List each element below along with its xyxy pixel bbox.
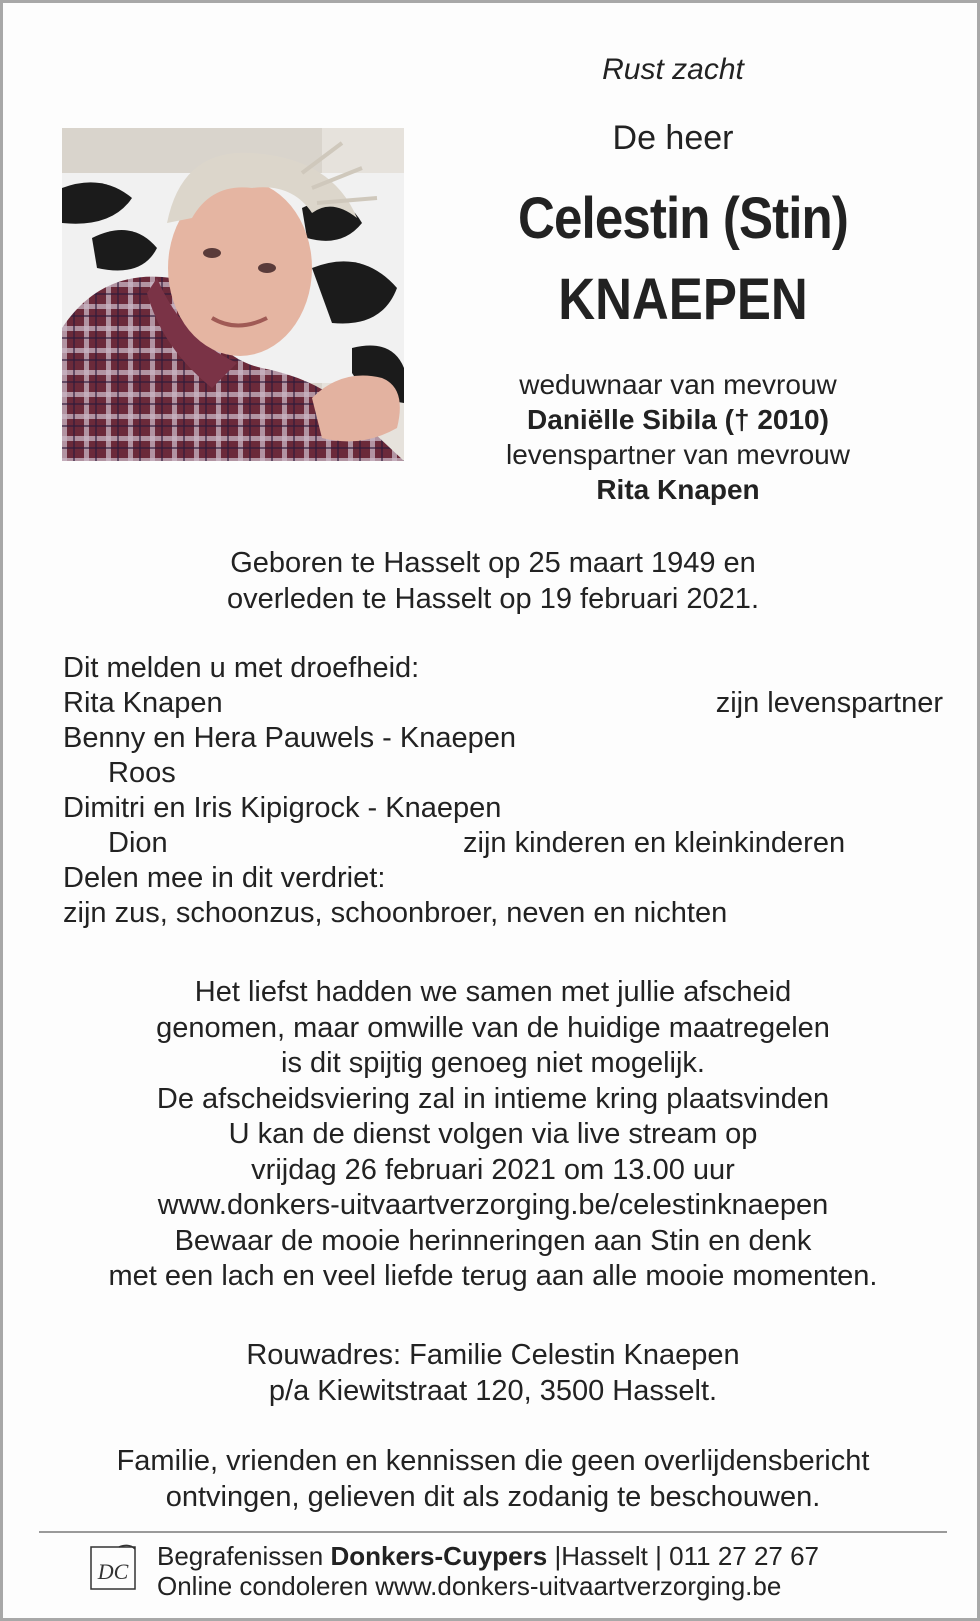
deceased-name: Celestin (Stin) xyxy=(518,186,848,251)
share-intro: Delen mee in dit verdriet: xyxy=(63,862,386,894)
relations-block xyxy=(443,367,913,507)
partner-line: levenspartner van mevrouw xyxy=(506,439,850,470)
birth-death-block xyxy=(63,545,923,617)
portrait-illustration xyxy=(62,128,404,461)
salutation: De heer xyxy=(612,119,734,157)
condolence-link[interactable]: Online condoleren www.donkers-uitvaartverzorging.be xyxy=(157,1571,782,1601)
portrait-photo xyxy=(62,128,404,461)
message-line: vrijdag 26 februari 2021 om 13.00 uur xyxy=(251,1153,735,1186)
funeral-home-line xyxy=(157,1541,819,1571)
family-row xyxy=(63,826,923,861)
deceased-surname: KNAEPEN xyxy=(558,267,808,332)
widower-line: weduwnaar van mevrouw xyxy=(519,369,837,400)
separator: | xyxy=(554,1541,562,1571)
family-row xyxy=(63,721,923,756)
message-block xyxy=(43,975,943,1295)
message-line: De afscheidsviering zal in intieme kring plaatsvinden xyxy=(156,1082,830,1115)
family-member: Rita Knapen xyxy=(63,687,223,719)
spouse-name: Daniëlle Sibila († 2010) xyxy=(527,404,829,435)
funeral-home-city: Hasselt xyxy=(561,1541,648,1571)
tagline: Rust zacht xyxy=(602,53,744,86)
funeral-home-name: Donkers-Cuypers xyxy=(330,1541,548,1571)
family-member: Dimitri en Iris Kipigrock - Knaepen xyxy=(63,792,502,824)
message-line: met een lach en veel liefde terug aan alle mooie momenten. xyxy=(108,1260,878,1292)
notice-line: ontvingen, gelieven dit als zodanig te beschouwen. xyxy=(165,1481,821,1513)
notice-block xyxy=(43,1443,943,1515)
death-line: overleden te Hasselt op 19 februari 2021. xyxy=(226,583,759,615)
family-role: zijn kinderen en kleinkinderen xyxy=(463,827,846,859)
address-line: Rouwadres: Familie Celestin Knaepen xyxy=(246,1339,740,1371)
livestream-link[interactable]: www.donkers-uitvaartverzorging.be/celestinknaepen xyxy=(157,1189,829,1221)
svg-text:DC: DC xyxy=(97,1559,129,1584)
family-member: Roos xyxy=(108,757,176,789)
family-intro: Dit melden u met droefheid: xyxy=(63,652,420,684)
message-line: is dit spijtig genoeg niet mogelijk. xyxy=(281,1047,705,1079)
family-row xyxy=(63,756,923,791)
family-list xyxy=(63,651,943,931)
separator: | xyxy=(655,1541,662,1571)
message-line: Bewaar de mooie herinneringen aan Stin en denk xyxy=(174,1224,812,1257)
funeral-home-logo xyxy=(89,1543,139,1593)
message-line: U kan de dienst volgen via live stream op xyxy=(228,1118,758,1150)
footer-prefix: Begrafenissen xyxy=(157,1541,324,1571)
address-line: p/a Kiewitstraat 120, 3500 Hasselt. xyxy=(268,1375,718,1407)
partner-name: Rita Knapen xyxy=(596,474,760,505)
family-role: zijn levenspartner xyxy=(715,687,943,719)
family-row xyxy=(63,686,943,721)
share-list: zijn zus, schoonzus, schoonbroer, neven en nichten xyxy=(63,897,728,929)
mourning-address xyxy=(43,1337,943,1409)
notice-line: Familie, vrienden en kennissen die geen overlijdensbericht xyxy=(116,1445,870,1477)
dc-logo-icon xyxy=(89,1543,139,1593)
family-row xyxy=(63,791,923,826)
birth-line: Geboren te Hasselt op 25 maart 1949 en xyxy=(230,547,756,579)
family-member: Benny en Hera Pauwels - Knaepen xyxy=(63,722,517,754)
message-line: genomen, maar omwille van de huidige maatregelen xyxy=(156,1011,830,1044)
footer-divider xyxy=(39,1531,947,1533)
message-line: Het liefst hadden we samen met jullie afscheid xyxy=(194,976,792,1008)
family-member: Dion xyxy=(108,827,168,859)
funeral-home-info xyxy=(157,1541,819,1601)
funeral-home-phone[interactable]: 011 27 27 67 xyxy=(669,1541,820,1571)
